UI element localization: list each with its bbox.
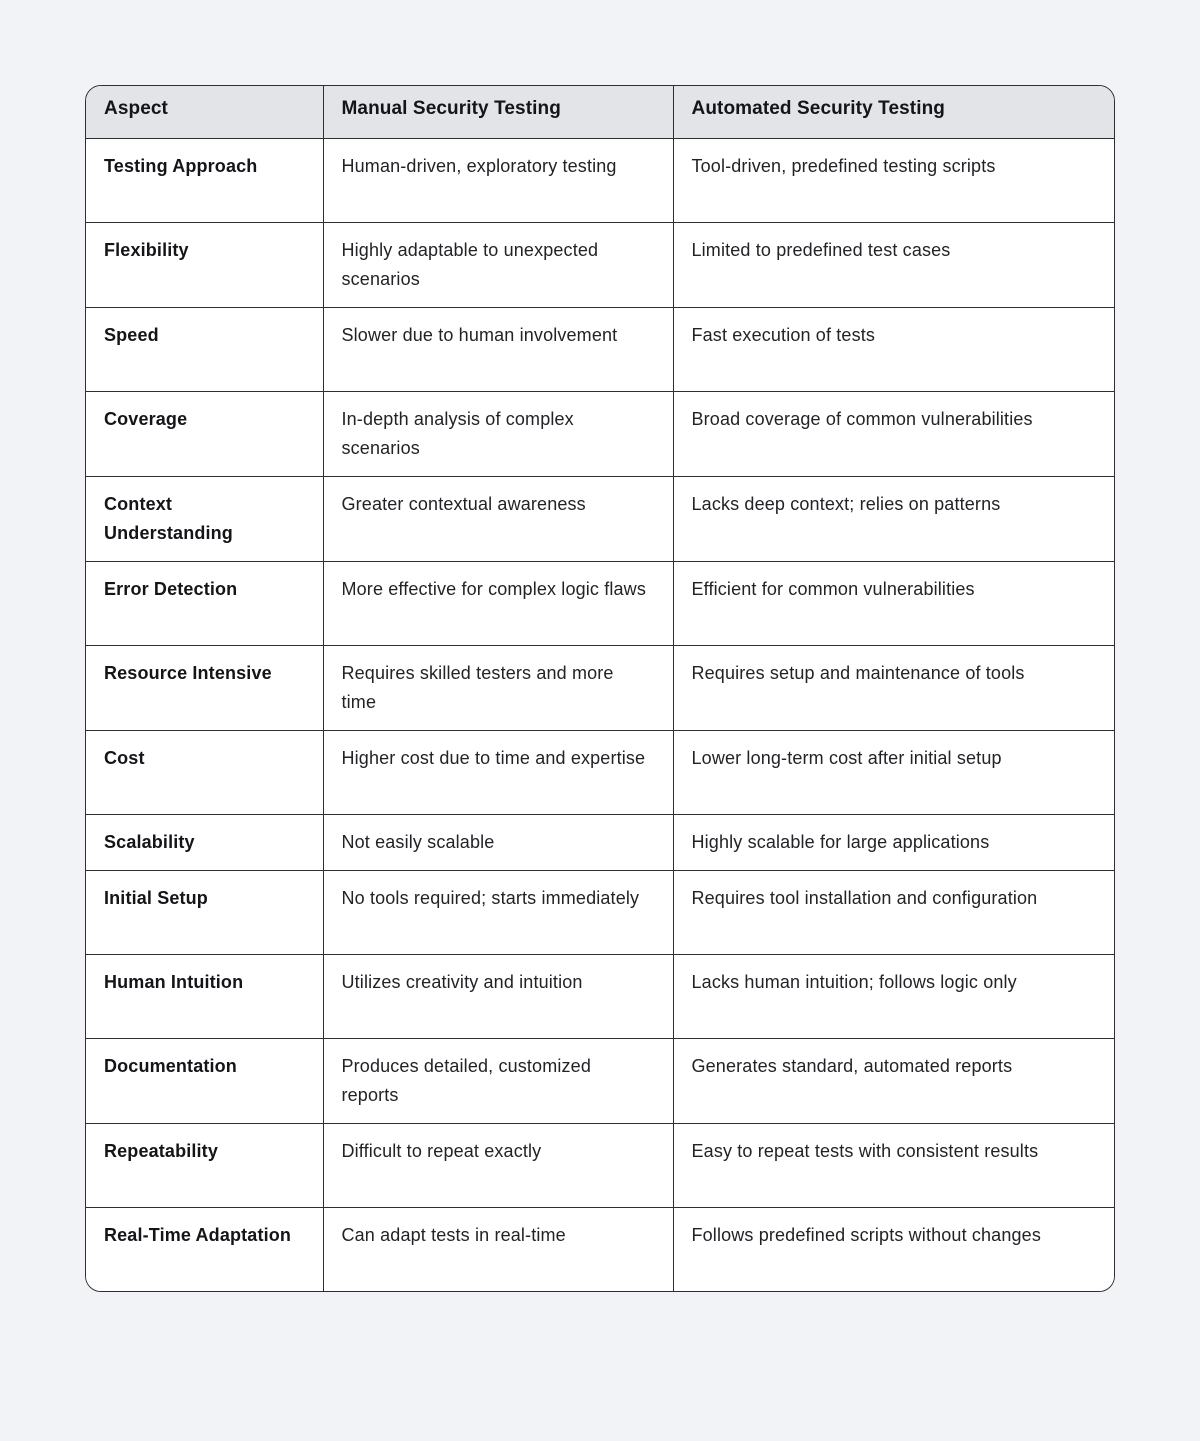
cell-manual [323, 1038, 673, 1123]
header-row [86, 86, 1115, 138]
cell-aspect [86, 561, 323, 645]
cell-aspect-text: Context Understanding [104, 493, 233, 543]
cell-manual [323, 138, 673, 222]
table-row [86, 138, 1115, 222]
cell-automated [673, 307, 1115, 391]
cell-aspect [86, 730, 323, 814]
cell-manual [323, 476, 673, 561]
cell-aspect-text: Testing Approach [104, 155, 258, 176]
cell-aspect [86, 391, 323, 476]
cell-manual-text: Greater contextual awareness [341, 493, 586, 514]
cell-aspect [86, 870, 323, 954]
column-header-aspect: Aspect [86, 86, 323, 138]
cell-aspect [86, 222, 323, 307]
cell-automated-text: Lacks deep context; relies on patterns [691, 493, 1001, 514]
table-row [86, 222, 1115, 307]
cell-manual [323, 730, 673, 814]
cell-manual-text: Difficult to repeat exactly [341, 1140, 542, 1161]
table-row [86, 476, 1115, 561]
table-body [86, 138, 1115, 1291]
cell-aspect [86, 645, 323, 730]
cell-manual [323, 222, 673, 307]
cell-manual-text: Higher cost due to time and expertise [341, 747, 646, 768]
cell-aspect [86, 476, 323, 561]
table-row [86, 730, 1115, 814]
table-row [86, 1123, 1115, 1207]
cell-manual-text: Not easily scalable [341, 831, 495, 852]
cell-automated [673, 476, 1115, 561]
cell-automated [673, 954, 1115, 1038]
cell-automated [673, 1123, 1115, 1207]
cell-aspect-text: Flexibility [104, 239, 189, 260]
cell-automated-text: Generates standard, automated reports [691, 1055, 1013, 1076]
cell-manual [323, 561, 673, 645]
cell-manual [323, 814, 673, 870]
cell-manual-text: Requires skilled testers and more time [341, 662, 614, 712]
cell-automated-text: Broad coverage of common vulnerabilities [691, 408, 1033, 429]
column-header-automated: Automated Security Testing [673, 86, 1115, 138]
cell-aspect-text: Initial Setup [104, 887, 208, 908]
cell-manual-text: In-depth analysis of complex scenarios [341, 408, 574, 458]
cell-aspect-text: Speed [104, 324, 159, 345]
table-row [86, 645, 1115, 730]
table-row [86, 814, 1115, 870]
column-header-manual: Manual Security Testing [323, 86, 673, 138]
cell-automated [673, 391, 1115, 476]
cell-aspect-text: Error Detection [104, 578, 238, 599]
cell-automated-text: Requires tool installation and configuration [691, 887, 1038, 908]
table-row [86, 870, 1115, 954]
cell-manual [323, 391, 673, 476]
cell-automated [673, 730, 1115, 814]
comparison-table [86, 86, 1115, 1291]
cell-manual-text: Can adapt tests in real-time [341, 1224, 566, 1245]
cell-manual [323, 870, 673, 954]
cell-manual [323, 307, 673, 391]
cell-automated [673, 1207, 1115, 1291]
cell-aspect-text: Resource Intensive [104, 662, 272, 683]
cell-automated-text: Follows predefined scripts without changes [691, 1224, 1041, 1245]
cell-manual-text: Human-driven, exploratory testing [341, 155, 617, 176]
cell-automated [673, 870, 1115, 954]
table-row [86, 391, 1115, 476]
cell-automated-text: Tool-driven, predefined testing scripts [691, 155, 996, 176]
table-row [86, 1038, 1115, 1123]
cell-automated-text: Fast execution of tests [691, 324, 876, 345]
cell-aspect [86, 138, 323, 222]
cell-manual [323, 645, 673, 730]
cell-automated-text: Easy to repeat tests with consistent results [691, 1140, 1039, 1161]
cell-manual-text: Produces detailed, customized reports [341, 1055, 591, 1105]
cell-manual-text: More effective for complex logic flaws [341, 578, 646, 599]
cell-aspect [86, 1207, 323, 1291]
table-row [86, 954, 1115, 1038]
cell-aspect-text: Human Intuition [104, 971, 244, 992]
cell-manual-text: Highly adaptable to unexpected scenarios [341, 239, 599, 289]
cell-automated [673, 561, 1115, 645]
cell-manual [323, 954, 673, 1038]
cell-automated [673, 645, 1115, 730]
cell-aspect-text: Coverage [104, 408, 188, 429]
cell-automated-text: Lower long-term cost after initial setup [691, 747, 1002, 768]
cell-aspect [86, 1038, 323, 1123]
cell-aspect-text: Scalability [104, 831, 195, 852]
table-row [86, 1207, 1115, 1291]
table-row [86, 307, 1115, 391]
cell-automated-text: Lacks human intuition; follows logic only [691, 971, 1017, 992]
cell-automated [673, 814, 1115, 870]
cell-aspect [86, 814, 323, 870]
cell-automated [673, 138, 1115, 222]
cell-automated-text: Highly scalable for large applications [691, 831, 990, 852]
cell-automated [673, 1038, 1115, 1123]
table-row [86, 561, 1115, 645]
cell-manual [323, 1123, 673, 1207]
cell-automated [673, 222, 1115, 307]
cell-aspect [86, 954, 323, 1038]
cell-aspect-text: Cost [104, 747, 145, 768]
cell-aspect-text: Real-Time Adaptation [104, 1224, 292, 1245]
cell-manual [323, 1207, 673, 1291]
cell-aspect-text: Repeatability [104, 1140, 218, 1161]
cell-aspect-text: Documentation [104, 1055, 237, 1076]
cell-aspect [86, 1123, 323, 1207]
cell-manual-text: Utilizes creativity and intuition [341, 971, 583, 992]
cell-automated-text: Requires setup and maintenance of tools [691, 662, 1025, 683]
comparison-table-card [85, 85, 1115, 1292]
table-header [86, 86, 1115, 138]
cell-aspect [86, 307, 323, 391]
cell-automated-text: Efficient for common vulnerabilities [691, 578, 975, 599]
cell-manual-text: Slower due to human involvement [341, 324, 618, 345]
cell-manual-text: No tools required; starts immediately [341, 887, 640, 908]
cell-automated-text: Limited to predefined test cases [691, 239, 951, 260]
